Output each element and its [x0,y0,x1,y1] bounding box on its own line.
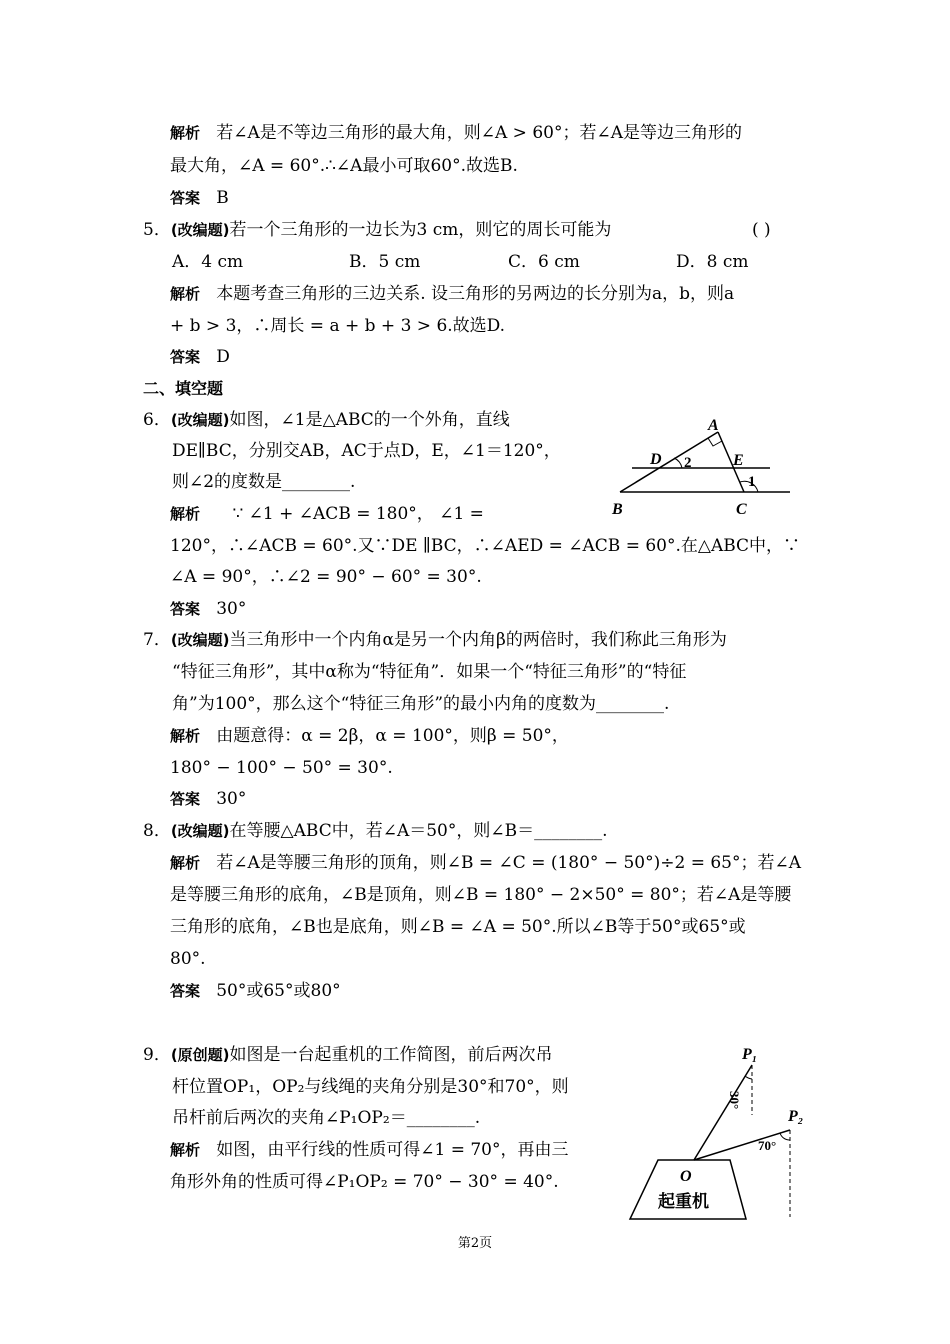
p4-analysis-line1: 解析 若∠A是不等边三角形的最大角，则∠A > 60°；若∠A是等边三角形的 [170,123,742,143]
label-b: B [612,501,623,518]
question-tag: (改编题) [170,631,230,649]
analysis-label: 解析 [170,1141,201,1159]
analysis-label: 解析 [170,505,201,523]
angle-30-arc [745,1076,752,1079]
q5-option-a: A．4 cm [172,252,244,272]
q8-analysis-line1: 解析 若∠A是等腰三角形的顶角，则∠B = ∠C = (180° − 50°)÷2 = 65°；若∠A [170,853,802,873]
angle-2-arc [674,458,682,468]
side-ab [620,432,718,492]
answer-label: 答案 [170,348,201,366]
question-number: 7． [143,630,171,650]
question-number: 5． [143,220,171,240]
label-crane: 起重机 [658,1192,709,1211]
q5-stem: 5．(改编题)若一个三角形的一边长为3 cm，则它的周长可能为 [143,220,612,240]
label-angle-70: 70° [758,1138,777,1153]
q9-stem-line1: 9．(原创题)如图是一台起重机的工作简图，前后两次吊 [143,1045,553,1065]
p4-analysis-line2: 最大角，∠A = 60°.∴∠A最小可取60°.故选B. [170,156,518,176]
p4-answer [170,186,229,210]
q8-stem: 8．(改编题)在等腰△ABC中，若∠A＝50°，则∠B＝________. [143,821,608,841]
question-number: 8． [143,821,171,841]
label-p1: P₁ [742,1046,758,1063]
q9-stem-line2: 杆位置OP₁，OP₂与线绳的夹角分别是30°和70°，则 [172,1077,569,1097]
page-number: 第2页 [457,1236,493,1251]
q6-triangle-figure [600,410,800,520]
q6-stem-line3: 则∠2的度数是________. [172,472,356,492]
q7-analysis-line1: 解析 由题意得：α = 2β，α = 100°，则β = 50°， [170,726,569,746]
label-d: D [650,451,662,468]
q7-analysis-line2: 180° − 100° − 50° = 30°. [170,758,393,778]
answer-label: 答案 [170,982,201,1000]
q6-answer [170,597,246,621]
section-title: 二、填空题 [143,379,224,398]
q7-stem-line2: “特征三角形”，其中α称为“特征角”．如果一个“特征三角形”的“特征 [172,662,687,682]
q6-analysis-line3: ∠A = 90°，∴∠2 = 90° − 60° = 30°. [170,567,482,587]
q7-stem-line1: 7．(改编题)当三角形中一个内角α是另一个内角β的两倍时，我们称此三角形为 [143,630,727,650]
analysis-label: 解析 [170,727,201,745]
analysis-label: 解析 [170,285,201,303]
question-tag: (改编题) [170,822,230,840]
label-p2: P₂ [788,1108,804,1125]
q5-option-b: B．5 cm [349,252,421,272]
label-angle-2: 2 [684,455,692,471]
analysis-label: 解析 [170,854,201,872]
q8-analysis-line3: 三角形的底角，∠B也是底角，则∠B = ∠A = 50°.所以∠B等于50°或65°或 [170,917,746,937]
q6-analysis-line1: 解析 ∵ ∠1 + ∠ACB = 180°， ∠1 = [170,504,484,524]
question-number: 6． [143,410,171,430]
question-number: 9． [143,1045,171,1065]
label-a: A [708,417,719,434]
question-tag: (改编题) [170,411,230,429]
answer-value: 50°或65°或80° [216,981,341,1001]
q7-answer [170,787,246,811]
label-c: C [736,501,747,518]
angle-70-arc [780,1133,790,1140]
q9-stem-line3: 吊杆前后两次的夹角∠P₁OP₂＝________. [172,1108,481,1128]
q6-stem-line1: 6．(改编题)如图，∠1是△ABC的一个外角，直线 [143,410,510,430]
analysis-label: 解析 [170,124,201,142]
answer-label: 答案 [170,600,201,618]
q5-bracket: ( ) [752,220,771,240]
q6-analysis-line2: 120°，∴∠ACB = 60°.又∵DE ∥BC，∴∠AED = ∠ACB = 60°.在△ABC中，∵ [170,536,801,556]
label-e: E [733,452,744,469]
answer-value: 30° [216,599,247,619]
q9-analysis-line2: 角形外角的性质可得∠P₁OP₂ = 70° − 30° = 40°. [170,1172,559,1192]
q8-analysis-line2: 是等腰三角形的底角，∠B是顶角，则∠B = 180° − 2×50° = 80°；若∠A是等腰 [170,885,792,905]
q5-option-c: C．6 cm [508,252,580,272]
q8-analysis-line4: 80°. [170,949,206,969]
answer-label: 答案 [170,189,201,207]
question-tag: (改编题) [170,221,230,239]
q5-analysis-line1: 解析 本题考查三角形的三边关系. 设三角形的另两边的长分别为a，b，则a [170,284,735,304]
q6-stem-line2: DE∥BC，分别交AB，AC于点D，E，∠1＝120°， [172,441,561,461]
answer-value: 30° [216,789,247,809]
question-tag: (原创题) [170,1046,230,1064]
q5-answer [170,345,230,369]
answer-label: 答案 [170,790,201,808]
q7-stem-line3: 角”为100°，那么这个“特征三角形”的最小内角的度数为________. [172,694,670,714]
boom-op1 [694,1065,752,1160]
right-angle-mark [708,438,722,446]
q9-analysis-line1: 解析 如图，由平行线的性质可得∠1 = 70°，再由三 [170,1140,569,1160]
answer-value: D [216,347,230,367]
label-angle-30: 30° [727,1091,742,1110]
answer-value: B [216,188,229,208]
q8-answer [170,979,341,1003]
label-angle-1: 1 [748,474,756,490]
label-o: O [680,1168,692,1185]
q9-crane-figure [620,1035,810,1225]
q5-option-d: D．8 cm [676,252,749,272]
q5-analysis-line2: + b > 3，∴周长 = a + b + 3 > 6.故选D. [170,316,506,336]
